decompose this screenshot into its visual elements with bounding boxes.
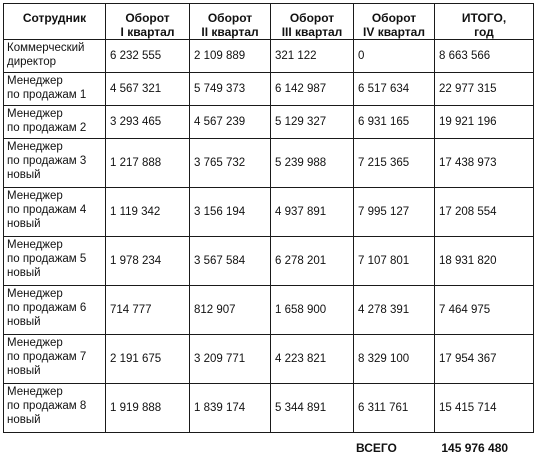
- header-q3: Оборот III квартал: [271, 4, 354, 40]
- q2-cell: 5 749 373: [190, 73, 271, 106]
- employee-name-cell: Менеджер по продажам 5 новый: [4, 237, 106, 286]
- q4-cell: 7 107 801: [354, 237, 435, 286]
- table-row: [4, 40, 534, 73]
- header-row: [4, 4, 534, 40]
- q1-cell: 4 567 321: [106, 73, 190, 106]
- q2-cell: 3 765 732: [190, 139, 271, 188]
- q4-cell: 6 931 165: [354, 106, 435, 139]
- total-cell: 18 931 820: [435, 237, 534, 286]
- q4-cell: 6 517 634: [354, 73, 435, 106]
- total-cell: 7 464 975: [435, 286, 534, 335]
- table-row: [4, 73, 534, 106]
- turnover-table: [3, 3, 534, 433]
- total-cell: 8 663 566: [435, 40, 534, 73]
- total-cell: 22 977 315: [435, 73, 534, 106]
- q4-cell: 0: [354, 40, 435, 73]
- employee-name-cell: Менеджер по продажам 4 новый: [4, 188, 106, 237]
- q3-cell: 4 223 821: [271, 335, 354, 384]
- q1-cell: 1 217 888: [106, 139, 190, 188]
- total-cell: 19 921 196: [435, 106, 534, 139]
- table-row: [4, 286, 534, 335]
- q4-cell: 6 311 761: [354, 384, 435, 433]
- total-cell: 15 415 714: [435, 384, 534, 433]
- table-row: [4, 139, 534, 188]
- q3-cell: 5 344 891: [271, 384, 354, 433]
- header-q4: Оборот IV квартал: [354, 4, 435, 40]
- q1-cell: 1 119 342: [106, 188, 190, 237]
- table-row: [4, 106, 534, 139]
- q4-cell: 4 278 391: [354, 286, 435, 335]
- total-cell: 17 438 973: [435, 139, 534, 188]
- header-q1: Оборот I квартал: [106, 4, 190, 40]
- q1-cell: 1 978 234: [106, 237, 190, 286]
- q2-cell: 3 209 771: [190, 335, 271, 384]
- q3-cell: 4 937 891: [271, 188, 354, 237]
- employee-name-cell: Менеджер по продажам 3 новый: [4, 139, 106, 188]
- q3-cell: 1 658 900: [271, 286, 354, 335]
- q4-cell: 7 995 127: [354, 188, 435, 237]
- q1-cell: 3 293 465: [106, 106, 190, 139]
- q1-cell: 6 232 555: [106, 40, 190, 73]
- employee-name-cell: Менеджер по продажам 2: [4, 106, 106, 139]
- grand-total-label: ВСЕГО: [356, 441, 397, 455]
- q4-cell: 8 329 100: [354, 335, 435, 384]
- employee-name-cell: Менеджер по продажам 8 новый: [4, 384, 106, 433]
- employee-name-cell: Менеджер по продажам 7 новый: [4, 335, 106, 384]
- employee-name-cell: Менеджер по продажам 1: [4, 73, 106, 106]
- q3-cell: 5 129 327: [271, 106, 354, 139]
- q2-cell: 2 109 889: [190, 40, 271, 73]
- table-row: [4, 384, 534, 433]
- q2-cell: 3 567 584: [190, 237, 271, 286]
- table-row: [4, 237, 534, 286]
- employee-name-cell: Коммерческий директор: [4, 40, 106, 73]
- grand-total: [356, 441, 508, 455]
- header-q2: Оборот II квартал: [190, 4, 271, 40]
- q2-cell: 1 839 174: [190, 384, 271, 433]
- q3-cell: 5 239 988: [271, 139, 354, 188]
- grand-total-value: 145 976 480: [441, 441, 509, 455]
- table-row: [4, 188, 534, 237]
- q1-cell: 1 919 888: [106, 384, 190, 433]
- header-employee: Сотрудник: [4, 4, 106, 40]
- total-cell: 17 208 554: [435, 188, 534, 237]
- total-cell: 17 954 367: [435, 335, 534, 384]
- q3-cell: 6 278 201: [271, 237, 354, 286]
- q4-cell: 7 215 365: [354, 139, 435, 188]
- header-total: ИТОГО, год: [435, 4, 534, 40]
- q2-cell: 812 907: [190, 286, 271, 335]
- q3-cell: 321 122: [271, 40, 354, 73]
- q2-cell: 4 567 239: [190, 106, 271, 139]
- q1-cell: 2 191 675: [106, 335, 190, 384]
- table-row: [4, 335, 534, 384]
- q1-cell: 714 777: [106, 286, 190, 335]
- q2-cell: 3 156 194: [190, 188, 271, 237]
- q3-cell: 6 142 987: [271, 73, 354, 106]
- employee-name-cell: Менеджер по продажам 6 новый: [4, 286, 106, 335]
- table-body: [4, 40, 534, 433]
